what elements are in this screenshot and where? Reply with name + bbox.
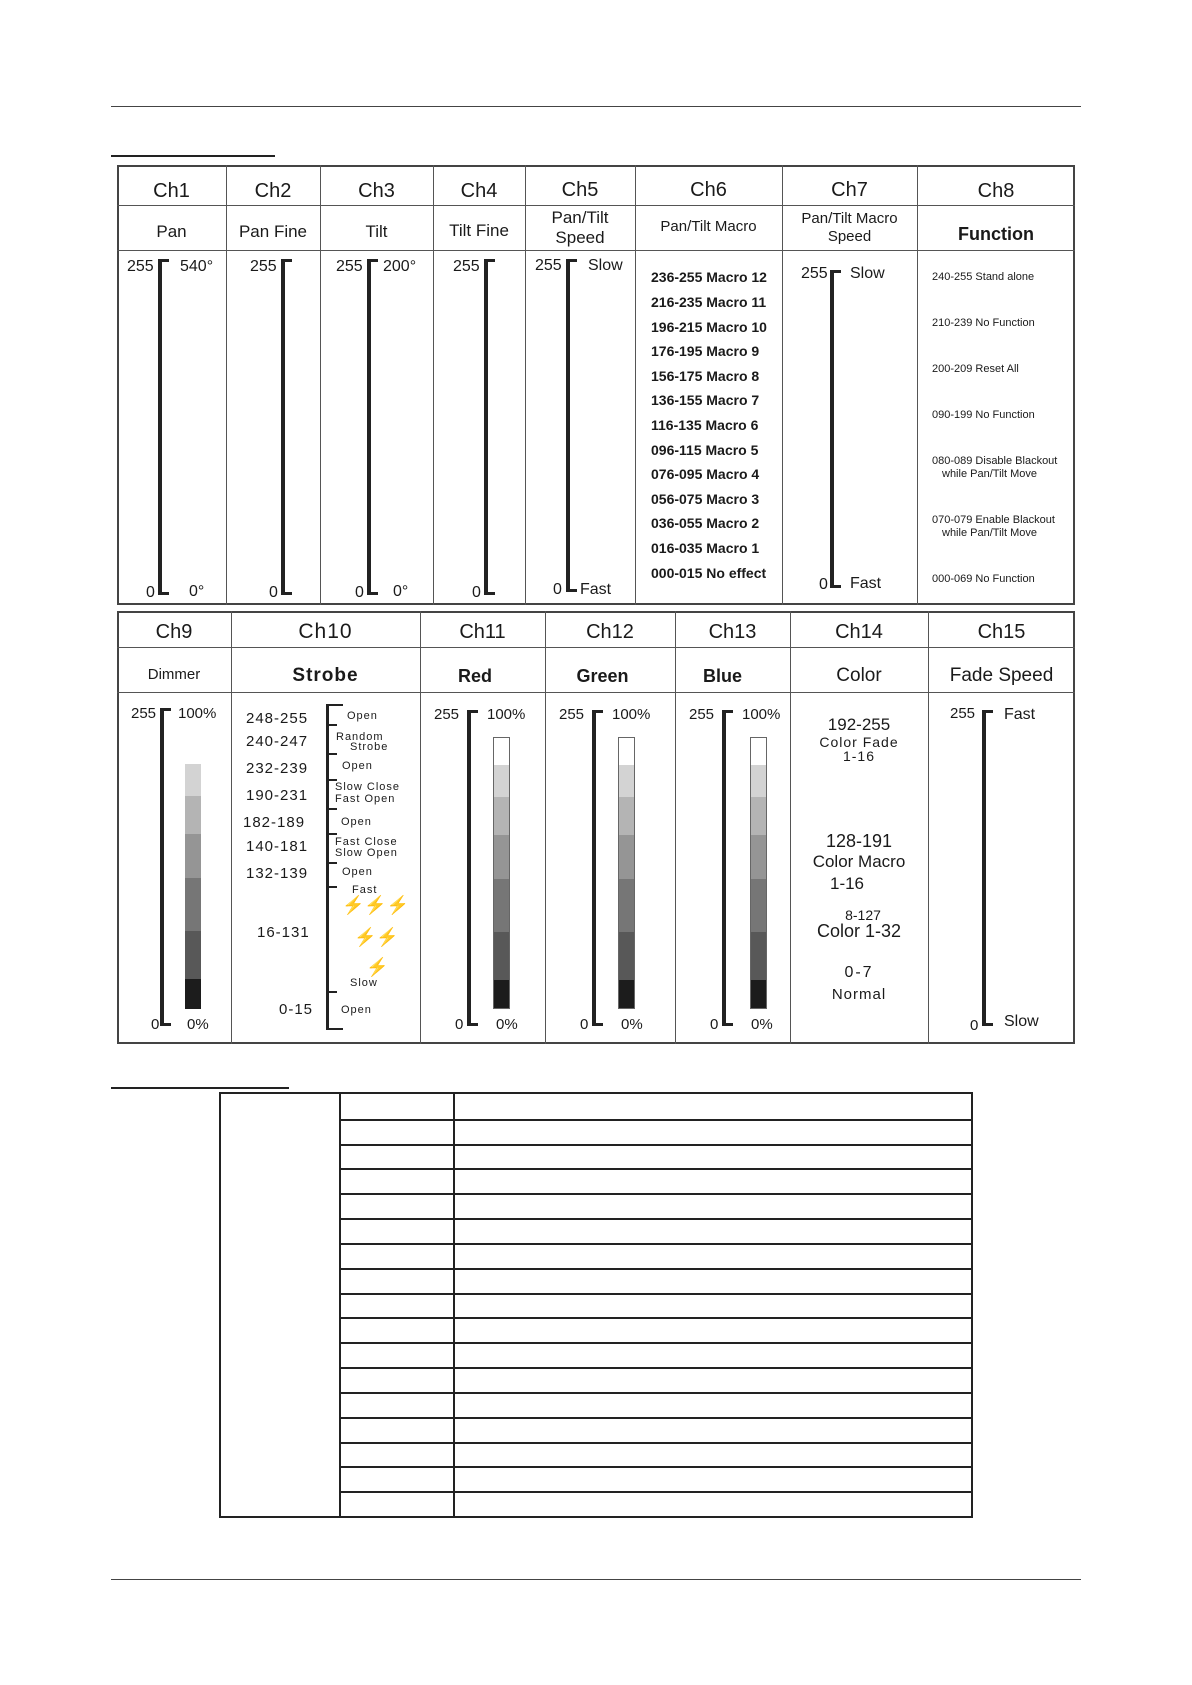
ch6-item: 096-115 Macro 5 [651, 442, 759, 458]
ch10-tick [326, 862, 337, 864]
ch5-name-line1: Pan/Tilt [551, 208, 609, 227]
ch10-slow: Slow [350, 977, 378, 989]
ch3-name: Tilt [365, 222, 388, 241]
ch10-label: Open [342, 866, 373, 878]
table2-header-divider [117, 647, 1075, 648]
ch15-scale-bar [982, 710, 986, 1026]
ch5-name-line2: Speed [555, 228, 605, 247]
ch14-label-4a: Normal [831, 986, 887, 1003]
ch3-bottom-value: 0 [355, 584, 364, 601]
ch13-scale-tick-bottom [722, 1023, 733, 1026]
ch10-range: 132-139 [246, 865, 309, 882]
header-rule [111, 106, 1081, 107]
ch12-bottom-label: 0% [621, 1016, 643, 1033]
ch7-name-line1: Pan/Tilt Macro [801, 210, 898, 227]
ch14-header: Ch14 [835, 621, 883, 643]
table3-row-divider [339, 1466, 971, 1468]
table3-row-divider [339, 1168, 971, 1170]
ch8-header: Ch8 [977, 180, 1015, 202]
ch8-name: Function [958, 224, 1034, 244]
ch8-item: 070-079 Enable Blackout [932, 514, 1055, 526]
ch10-tick [326, 753, 337, 755]
ch8-item: while Pan/Tilt Move [942, 468, 1037, 480]
ch10-label: Slow Close [335, 781, 401, 793]
ch10-range: 16-131 [257, 924, 310, 941]
ch6-item: 156-175 Macro 8 [651, 368, 760, 384]
table3-row-divider [339, 1119, 971, 1121]
ch11-bottom-value: 0 [455, 1016, 464, 1033]
ch13-top-value: 255 [689, 706, 715, 723]
ch11-gradient-bar [493, 737, 510, 1009]
section-heading-underline [111, 1087, 289, 1089]
ch3-scale-bar [367, 259, 371, 595]
ch6-item: 000-015 No effect [651, 565, 767, 581]
ch10-label: Open [347, 710, 378, 722]
ch12-bottom-value: 0 [580, 1016, 589, 1033]
ch15-bottom-label: Slow [1004, 1013, 1039, 1030]
ch11-scale-tick-top [467, 710, 478, 713]
ch6-item: 236-255 Macro 12 [651, 269, 767, 285]
table3-col-divider [453, 1094, 455, 1516]
ch5-bottom-value: 0 [553, 581, 562, 598]
ch15-name: Fade Speed [949, 665, 1054, 686]
section-heading-underline [111, 155, 275, 157]
ch8-item: 000-069 No Function [932, 573, 1035, 585]
ch9-top-value: 255 [131, 705, 157, 722]
table3-row-divider [339, 1243, 971, 1245]
ch10-range: 182-189 [243, 814, 306, 831]
table3-row-divider [339, 1218, 971, 1220]
ch1-bottom-label: 0° [189, 583, 205, 600]
ch6-item: 036-055 Macro 2 [651, 515, 760, 531]
ch6-name: Pan/Tilt Macro [660, 218, 757, 235]
ch14-range-3: 8-127 [845, 907, 881, 923]
ch2-name: Pan Fine [238, 222, 308, 241]
ch1-bottom-value: 0 [146, 584, 155, 601]
ch14-label-1b: 1-16 [842, 748, 876, 764]
ch13-gradient-bar [750, 737, 767, 1009]
ch8-item: 200-209 Reset All [932, 363, 1019, 375]
ch6-item: 136-155 Macro 7 [651, 392, 760, 408]
ch10-tick [326, 833, 337, 835]
ch10-tick [326, 808, 337, 810]
ch11-name: Red [457, 666, 492, 686]
ch10-label: Open [341, 816, 372, 828]
ch4-name: Tilt Fine [449, 221, 509, 240]
ch9-gradient-bar [185, 737, 201, 1009]
ch6-item: 176-195 Macro 9 [651, 343, 760, 359]
ch3-bottom-label: 0° [393, 583, 409, 600]
ch9-scale-bar [160, 708, 164, 1026]
ch9-scale-tick-top [160, 708, 171, 711]
ch10-tick [326, 991, 337, 993]
ch10-label: Fast Close [335, 836, 398, 848]
ch15-top-label: Fast [1004, 706, 1036, 723]
ch12-scale-bar [592, 710, 596, 1026]
ch3-scale-tick-bottom [367, 592, 378, 595]
ch10-label: Open [341, 1004, 372, 1016]
ch6-item: 196-215 Macro 10 [651, 319, 767, 335]
ch11-top-label: 100% [487, 706, 526, 723]
ch10-range: 240-247 [246, 733, 309, 750]
ch9-top-label: 100% [178, 705, 217, 722]
ch7-top-value: 255 [801, 265, 828, 282]
table3-row-divider [339, 1342, 971, 1344]
ch4-scale-tick-bottom [484, 592, 495, 595]
ch1-top-label: 540° [180, 258, 214, 275]
ch6-item: 216-235 Macro 11 [651, 294, 767, 310]
ch14-range-1: 192-255 [827, 715, 891, 734]
ch12-gradient-bar [618, 737, 635, 1009]
ch5-top-label: Slow [588, 257, 623, 274]
ch10-tick [326, 704, 343, 706]
ch7-bottom-label: Fast [850, 575, 882, 592]
ch6-item: 076-095 Macro 4 [651, 466, 760, 482]
ch4-header: Ch4 [460, 180, 498, 202]
table3-row-divider [339, 1144, 971, 1146]
ch8-item: 080-089 Disable Blackout [932, 455, 1058, 467]
ch10-name: Strobe [292, 665, 359, 686]
ch12-name: Green [576, 666, 629, 686]
ch9-header: Ch9 [155, 621, 193, 643]
ch2-scale-tick-bottom [281, 592, 292, 595]
table2-name-divider [117, 692, 1075, 693]
table3-row-divider [339, 1491, 971, 1493]
ch7-name-line2: Speed [827, 228, 872, 245]
ch13-scale-bar [722, 710, 726, 1026]
ch12-header: Ch12 [586, 621, 634, 643]
ch14-label-1a: Color Fade [819, 734, 899, 750]
ch10-label: Open [342, 760, 373, 772]
ch1-scale-bar [158, 259, 162, 595]
footer-rule [111, 1579, 1081, 1580]
table3-row-divider [339, 1367, 971, 1369]
ch2-scale-tick-top [281, 259, 292, 262]
ch10-label: Strobe [350, 741, 389, 753]
ch14-range-4: 0-7 [844, 964, 874, 981]
table1-name-divider [117, 250, 1075, 251]
ch13-header: Ch13 [708, 621, 757, 643]
ch11-scale-bar [467, 710, 471, 1026]
ch10-range: 232-239 [246, 760, 309, 777]
table3-row-divider [339, 1442, 971, 1444]
table3-row-divider [339, 1193, 971, 1195]
ch15-scale-tick-bottom [982, 1023, 993, 1026]
ch10-range: 0-15 [279, 1001, 314, 1018]
table3-row-divider [339, 1392, 971, 1394]
lightning-medium-icon: ⚡⚡ [354, 927, 399, 947]
lightning-fast-icon: ⚡⚡⚡ [342, 895, 410, 915]
ch8-item: 210-239 No Function [932, 317, 1035, 329]
ch5-bottom-label: Fast [580, 581, 612, 598]
ch4-bottom-value: 0 [472, 584, 481, 601]
ch1-scale-tick-top [158, 259, 169, 262]
ch11-scale-tick-bottom [467, 1023, 478, 1026]
ch4-scale-tick-top [484, 259, 495, 262]
ch13-name: Blue [702, 666, 742, 686]
ch7-scale-tick-bottom [830, 585, 841, 588]
ch13-top-label: 100% [742, 706, 781, 723]
ch8-item: 090-199 No Function [932, 409, 1035, 421]
ch13-bottom-label: 0% [751, 1016, 773, 1033]
ch4-scale-bar [484, 259, 488, 595]
table3-row-divider [339, 1417, 971, 1419]
ch10-range: 190-231 [246, 787, 309, 804]
ch5-scale-bar [566, 259, 570, 592]
ch5-top-value: 255 [535, 257, 562, 274]
ch12-scale-tick-top [592, 710, 603, 713]
ch11-top-value: 255 [434, 706, 460, 723]
ch6-item: 056-075 Macro 3 [651, 491, 760, 507]
ch5-scale-tick-top [566, 259, 577, 262]
ch7-top-label: Slow [850, 265, 885, 282]
ch10-tick [326, 886, 337, 888]
table3-col-divider [339, 1094, 341, 1516]
ch9-bottom-value: 0 [151, 1016, 160, 1033]
ch6-item: 116-135 Macro 6 [651, 417, 759, 433]
ch11-bottom-label: 0% [496, 1016, 518, 1033]
ch11-header: Ch11 [459, 621, 506, 643]
ch10-tick [326, 1028, 343, 1030]
ch10-fast: Fast [352, 884, 378, 896]
ch3-header: Ch3 [358, 180, 395, 202]
ch15-top-value: 255 [950, 705, 976, 722]
ch10-header: Ch10 [298, 620, 353, 643]
ch7-scale-tick-top [830, 270, 841, 273]
ch13-bottom-value: 0 [710, 1016, 719, 1033]
ch10-range: 248-255 [246, 710, 309, 727]
ch3-top-value: 255 [336, 258, 363, 275]
ch10-label: Random [336, 731, 384, 743]
table3-row-divider [339, 1317, 971, 1319]
ch14-range-2: 128-191 [825, 831, 893, 851]
lightning-slow-icon: ⚡ [366, 957, 389, 977]
ch3-top-label: 200° [383, 258, 417, 275]
ch9-scale-tick-bottom [160, 1023, 171, 1026]
ch9-name: Dimmer [147, 666, 201, 683]
ch8-item: while Pan/Tilt Move [942, 527, 1037, 539]
ch12-top-value: 255 [559, 706, 585, 723]
ch5-header: Ch5 [561, 179, 599, 201]
ch10-label: Slow Open [335, 847, 398, 859]
ch7-scale-bar [830, 270, 834, 588]
ch7-bottom-value: 0 [819, 576, 828, 593]
ch14-name: Color [836, 665, 882, 686]
ch15-header: Ch15 [977, 621, 1026, 643]
ch13-scale-tick-top [722, 710, 733, 713]
ch12-scale-tick-bottom [592, 1023, 603, 1026]
ch1-scale-tick-bottom [158, 592, 169, 595]
ch10-label: Fast Open [335, 793, 396, 805]
ch1-header: Ch1 [153, 180, 190, 202]
table3-row-divider [339, 1268, 971, 1270]
ch7-header: Ch7 [831, 179, 868, 201]
dmx-mode-table [219, 1092, 973, 1518]
ch2-bottom-value: 0 [269, 584, 278, 601]
ch3-scale-tick-top [367, 259, 378, 262]
ch12-top-label: 100% [612, 706, 651, 723]
ch1-top-value: 255 [127, 258, 154, 275]
ch14-label-3a: Color 1-32 [816, 921, 902, 941]
ch6-header: Ch6 [690, 179, 727, 201]
table3-row-divider [339, 1293, 971, 1295]
ch10-range: 140-181 [246, 838, 309, 855]
ch15-scale-tick-top [982, 710, 993, 713]
ch4-top-value: 255 [453, 258, 480, 275]
ch14-label-2a: Color Macro [812, 852, 906, 871]
ch2-scale-bar [281, 259, 285, 595]
ch2-header: Ch2 [254, 180, 292, 202]
ch10-tick [326, 724, 337, 726]
ch2-top-value: 255 [250, 258, 277, 275]
ch5-scale-tick-bottom [566, 589, 577, 592]
ch15-bottom-value: 0 [970, 1017, 979, 1034]
ch9-bottom-label: 0% [187, 1016, 209, 1033]
table1-header-divider [117, 205, 1075, 206]
ch8-item: 240-255 Stand alone [932, 271, 1035, 283]
ch6-item: 016-035 Macro 1 [651, 540, 760, 556]
ch1-name: Pan [156, 222, 187, 241]
ch14-label-2b: 1-16 [829, 874, 865, 893]
